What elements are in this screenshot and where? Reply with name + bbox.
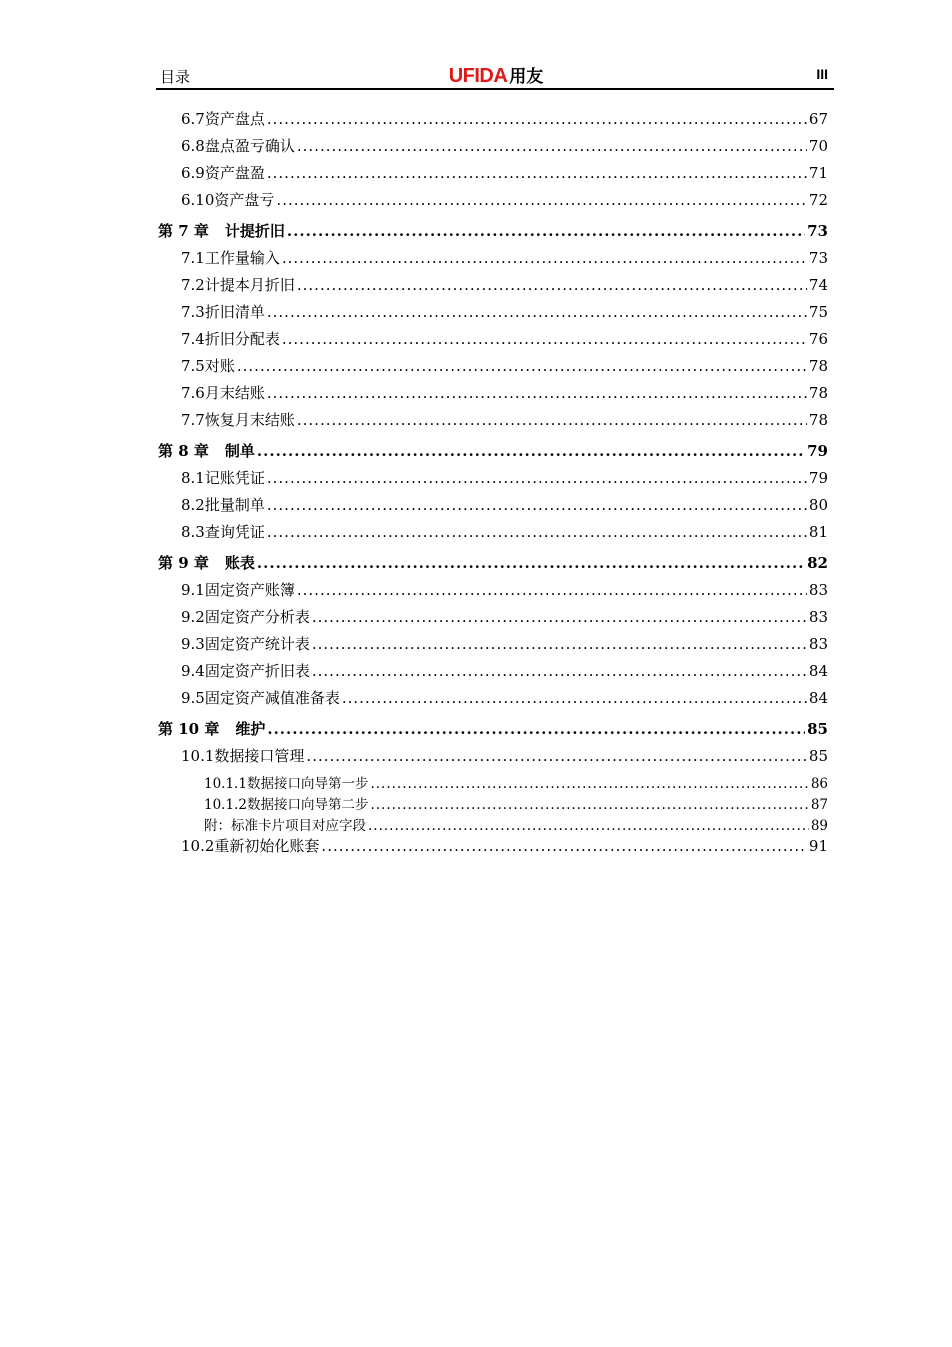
toc-entry-title: 维护 <box>235 720 266 738</box>
toc-entry-number: 9.1 <box>181 581 205 599</box>
toc-entry-page: 78 <box>808 411 828 429</box>
dot-leader <box>312 662 807 680</box>
ufida-logo <box>158 62 834 88</box>
toc-entry-title: 账表 <box>224 554 255 572</box>
toc-entry-number: 第 9 章 <box>158 554 209 572</box>
header-divider <box>156 88 834 90</box>
toc-entry-page: 74 <box>808 276 828 294</box>
toc-entry-number: 10.1 <box>181 747 215 765</box>
dot-leader <box>312 635 807 653</box>
toc-entry-title: 固定资产折旧表 <box>204 662 310 680</box>
toc-entry-page: 72 <box>808 191 828 209</box>
toc-entry-number: 9.4 <box>181 662 205 680</box>
logo-latin-text: UFIDA <box>448 65 508 87</box>
toc-entry-title: 重新初始化账套 <box>214 837 320 855</box>
toc-entry-number: 8.3 <box>181 523 205 541</box>
toc-entry[interactable] <box>158 301 828 328</box>
toc-entry-number: 8.2 <box>181 496 205 514</box>
toc-entry[interactable] <box>158 494 828 521</box>
toc-entry[interactable] <box>158 521 828 548</box>
toc-chapter-entry[interactable] <box>158 216 828 247</box>
toc-entry-number: 10.1.2 <box>204 797 247 813</box>
toc-entry-page: 89 <box>810 818 828 834</box>
toc-entry-number: 9.2 <box>181 608 205 626</box>
toc-entry-title: 资产盘亏 <box>214 191 275 209</box>
toc-entry-title: 数据接口向导第二步 <box>246 797 369 813</box>
toc-entry-number: 6.9 <box>181 164 205 182</box>
dot-leader <box>267 469 807 487</box>
toc-entry-page: 67 <box>808 110 828 128</box>
toc-entry[interactable] <box>158 247 828 274</box>
toc-entry-title: 计提折旧 <box>224 222 285 240</box>
dot-leader <box>297 276 807 294</box>
dot-leader <box>267 110 807 128</box>
toc-entry[interactable] <box>158 328 828 355</box>
toc-entry-number: 7.7 <box>181 411 205 429</box>
toc-entry-number: 7.4 <box>181 330 205 348</box>
dot-leader <box>297 137 807 155</box>
toc-entry-title: 折旧分配表 <box>204 330 280 348</box>
toc-entry-title: 固定资产分析表 <box>204 608 310 626</box>
toc-entry-number: 6.10 <box>181 191 215 209</box>
dot-leader <box>267 523 807 541</box>
toc-entry-number: 6.8 <box>181 137 205 155</box>
header-section-label: 目录 <box>160 68 191 86</box>
toc-entry[interactable] <box>158 189 828 216</box>
toc-entry-page: 81 <box>808 523 828 541</box>
toc-entry-number: 7.5 <box>181 357 205 375</box>
dot-leader <box>297 581 807 599</box>
dot-leader <box>257 442 805 460</box>
toc-entry-number: 7.1 <box>181 249 205 267</box>
toc-entry-title: 批量制单 <box>204 496 265 514</box>
toc-chapter-entry[interactable] <box>158 548 828 579</box>
toc-entry-page: 80 <box>808 496 828 514</box>
toc-entry[interactable] <box>158 162 828 189</box>
toc-entry-page: 84 <box>808 689 828 707</box>
dot-leader <box>267 720 805 738</box>
logo-cjk-text: 用友 <box>509 67 544 87</box>
toc-entry-title: 对账 <box>204 357 235 375</box>
toc-entry-title: 记账凭证 <box>204 469 265 487</box>
dot-leader <box>267 164 807 182</box>
dot-leader <box>237 357 807 375</box>
toc-chapter-entry[interactable] <box>158 714 828 745</box>
toc-entry-page: 73 <box>807 222 828 240</box>
dot-leader <box>267 384 807 402</box>
toc-entry-number: 第 7 章 <box>158 222 209 240</box>
toc-entry-title: 资产盘点 <box>204 110 265 128</box>
dot-leader <box>370 776 808 792</box>
toc-entry[interactable] <box>158 355 828 382</box>
toc-entry-title: 资产盘盈 <box>204 164 265 182</box>
dot-leader <box>321 837 806 855</box>
toc-entry[interactable] <box>158 135 828 162</box>
toc-entry-number: 7.2 <box>181 276 205 294</box>
toc-entry-page: 79 <box>807 442 828 460</box>
toc-entry-number: 9.5 <box>181 689 205 707</box>
toc-entry-page: 83 <box>808 635 828 653</box>
toc-entry-page: 83 <box>808 581 828 599</box>
dot-leader <box>306 747 806 765</box>
toc-entry-page: 70 <box>808 137 828 155</box>
toc-entry-title: 折旧清单 <box>204 303 265 321</box>
toc-entry-number: 第 8 章 <box>158 442 209 460</box>
toc-entry-page: 73 <box>808 249 828 267</box>
page-header <box>158 62 834 86</box>
toc-entry-page: 84 <box>808 662 828 680</box>
toc-entry-title: 月末结账 <box>204 384 265 402</box>
dot-leader <box>312 608 807 626</box>
toc-entry-title: 计提本月折旧 <box>204 276 295 294</box>
toc-entry-number: 7.3 <box>181 303 205 321</box>
toc-entry[interactable] <box>158 633 828 660</box>
table-of-contents <box>158 108 828 862</box>
toc-entry-title: 恢复月末结账 <box>204 411 295 429</box>
toc-entry[interactable] <box>158 772 828 793</box>
toc-entry[interactable] <box>158 382 828 409</box>
toc-chapter-entry[interactable] <box>158 436 828 467</box>
toc-entry-page: 85 <box>808 747 828 765</box>
dot-leader <box>368 818 809 834</box>
dot-leader <box>267 303 807 321</box>
dot-leader <box>282 249 807 267</box>
toc-entry-title: 固定资产减值准备表 <box>204 689 340 707</box>
toc-entry-page: 82 <box>807 554 828 572</box>
toc-entry[interactable] <box>158 409 828 436</box>
toc-entry-title: 附：标准卡片项目对应字段 <box>204 818 366 834</box>
toc-entry-page: 71 <box>808 164 828 182</box>
toc-entry[interactable] <box>158 108 828 135</box>
toc-entry[interactable] <box>158 606 828 633</box>
toc-entry-page: 75 <box>808 303 828 321</box>
toc-entry[interactable] <box>158 687 828 714</box>
toc-entry-page: 78 <box>808 384 828 402</box>
dot-leader <box>297 411 807 429</box>
toc-entry-page: 83 <box>808 608 828 626</box>
toc-entry-title: 工作量输入 <box>204 249 280 267</box>
toc-entry-title: 数据接口向导第一步 <box>246 776 369 792</box>
toc-entry[interactable] <box>158 745 828 772</box>
toc-entry-title: 盘点盈亏确认 <box>204 137 295 155</box>
dot-leader <box>257 554 805 572</box>
toc-entry-number: 第 10 章 <box>158 720 220 738</box>
toc-entry-page: 91 <box>808 837 828 855</box>
toc-entry-number: 7.6 <box>181 384 205 402</box>
toc-entry-number: 10.2 <box>181 837 215 855</box>
toc-entry[interactable] <box>158 835 828 862</box>
toc-entry[interactable] <box>158 579 828 606</box>
toc-entry[interactable] <box>158 467 828 494</box>
toc-entry-title: 查询凭证 <box>204 523 265 541</box>
toc-entry[interactable] <box>158 274 828 301</box>
dot-leader <box>282 330 807 348</box>
toc-entry-page: 79 <box>808 469 828 487</box>
header-page-number: III <box>816 66 828 82</box>
dot-leader <box>287 222 805 240</box>
dot-leader <box>342 689 807 707</box>
dot-leader <box>276 191 806 209</box>
toc-entry-title: 固定资产统计表 <box>204 635 310 653</box>
toc-entry-page: 78 <box>808 357 828 375</box>
toc-entry-number: 9.3 <box>181 635 205 653</box>
toc-entry[interactable] <box>158 660 828 687</box>
toc-entry-title: 制单 <box>224 442 255 460</box>
dot-leader <box>370 797 808 813</box>
toc-entry-page: 85 <box>807 720 828 738</box>
toc-entry-page: 76 <box>808 330 828 348</box>
toc-entry-title: 数据接口管理 <box>214 747 305 765</box>
toc-entry-page: 87 <box>810 797 828 813</box>
toc-entry-number: 8.1 <box>181 469 205 487</box>
toc-entry[interactable] <box>158 814 828 835</box>
toc-entry-number: 6.7 <box>181 110 205 128</box>
toc-entry-number: 10.1.1 <box>204 776 247 792</box>
dot-leader <box>267 496 807 514</box>
toc-entry[interactable] <box>158 793 828 814</box>
toc-entry-title: 固定资产账簿 <box>204 581 295 599</box>
toc-entry-page: 86 <box>810 776 828 792</box>
